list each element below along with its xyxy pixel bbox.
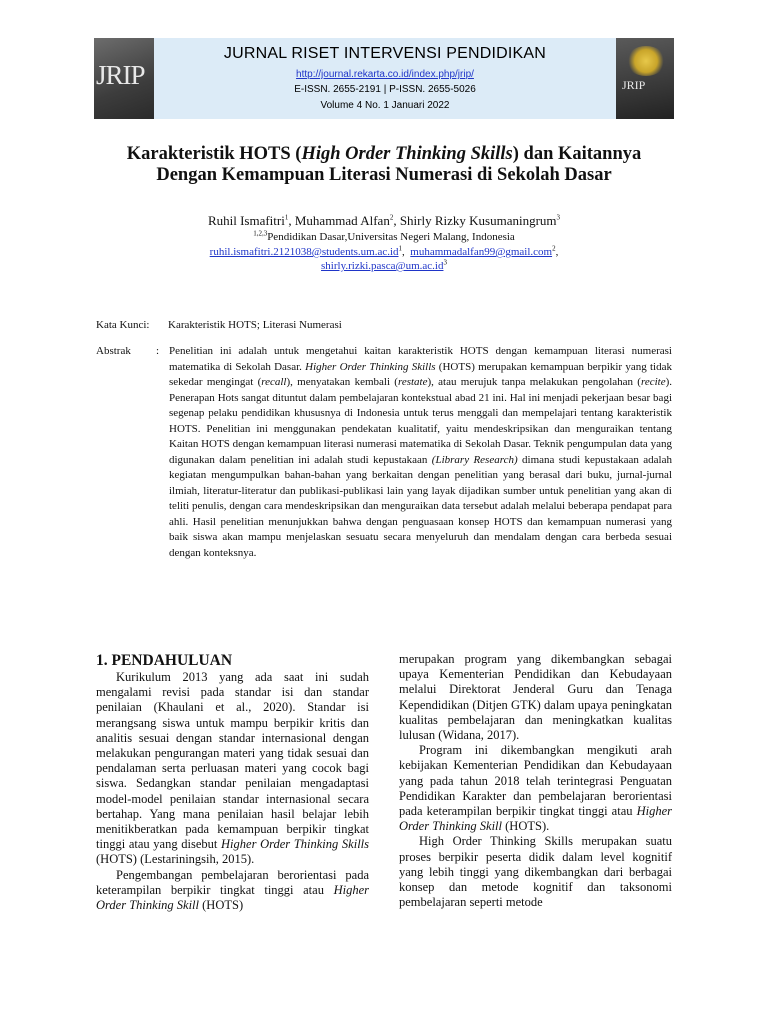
abstract-part-1: Penelitian ini adalah untuk mengetahui kaitan karakteristik HOTS dengan kemampuan literasi numerasi matematika di Sekolah Dasar.: [169, 345, 672, 373]
paragraph-4-b: (HOTS).: [502, 819, 550, 834]
paragraph-4-italic: Higher Order Thinking Skill: [399, 804, 672, 834]
author-1-sup: 1: [284, 213, 289, 222]
affiliation: [60, 231, 708, 243]
paragraph-2-italic: Higher Order Thinking Skill: [96, 882, 369, 913]
journal-url-link[interactable]: http://journal.rekarta.co.id/index.php/jrip/: [296, 69, 474, 80]
paragraph-5: High Order Thinking Skills merupakan suatu proses berpikir peserta didik dalam level kognitif yang lebih tinggi yang dikembangkan dari berbagai konsep dan metode kognitif dan taksonomi pembelajaran seperti metode: [399, 834, 672, 910]
author-2: , Muhammad Alfan: [288, 213, 390, 228]
paragraph-2-b: (HOTS): [199, 898, 244, 913]
author-3: , Shirly Rizky Kusumaningrum: [393, 213, 557, 228]
journal-logo-right: [616, 38, 674, 119]
paragraph-1-b: (HOTS) (Lestariningsih, 2015).: [96, 852, 255, 867]
journal-logo-left: [94, 38, 154, 119]
email-sep-1: ,: [402, 246, 405, 258]
email-1-link[interactable]: ruhil.ismafitri.2121038@students.um.ac.id: [209, 246, 399, 258]
section-heading: 1. PENDAHULUAN: [96, 652, 233, 669]
email-2-link[interactable]: muhammadalfan99@gmail.com: [410, 246, 553, 258]
emblem-icon: [626, 46, 666, 76]
abstract-italic-1: Higher Order Thinking Skills: [305, 360, 436, 373]
logo-left-text: JRIP: [96, 60, 145, 90]
title-part-a: Karakteristik HOTS (: [126, 144, 302, 164]
abstract-colon: :: [156, 345, 160, 357]
keywords-label: Kata Kunci:: [96, 319, 150, 331]
email-sep-2: ,: [555, 246, 559, 258]
paragraph-1-a: Kurikulum 2013 yang ada saat ini sudah mengalami revisi pada standar isi dan standar penilaian (Khaulani et al., 2020). Standar isi merangsang siswa untuk mampu berpikir kritis dan analitis sesuai dengan standar internasional dengan melakukan pengurangan materi yang tidak sesuai dan pendalaman serta perluasan materi yang cocok bagi siswa. Sedangkan standar penilaian mengadaptasi model-model penilaian standar internasional secara bertahap. Yang mana penilaian hasil belajar lebih menitikberatkan pada kemampuan berpikir tingkat tinggi atau yang disebut: [96, 670, 369, 852]
abstract-part-4: ), atau merujuk tanpa melakukan pengolahan (: [427, 376, 641, 388]
email-3-sup: 3: [443, 258, 447, 267]
journal-title: JURNAL RISET INTERVENSI PENDIDIKAN: [223, 45, 547, 62]
abstract-italic-4: recite: [640, 376, 666, 388]
abstract-part-2: (HOTS) merupakan kemampuan berpikir yang tidak sekedar mengingat (: [169, 360, 673, 388]
paragraph-4-a: Program ini dikembangkan mengikuti arah kebijakan Kementerian Pendidikan dan Kebudayaan yang pada tahun 2018 telah terintegrasi Penguatan Pendidikan Karakter dan pembelajaran berorientasi pada keterampilan berpikir tingkat tinggi atau: [399, 743, 672, 819]
keywords-text: Karakteristik HOTS; Literasi Numerasi: [168, 319, 342, 331]
author-emails: [60, 245, 708, 273]
paragraph-2: [96, 868, 369, 914]
paragraph-1-italic: Higher Order Thinking Skills: [221, 837, 370, 852]
email-3-link[interactable]: shirly.rizki.pasca@um.ac.id: [321, 260, 444, 272]
abstract-italic-3: restate: [397, 376, 428, 388]
journal-issn: E-ISSN. 2655-2191 | P-ISSN. 2655-5026: [294, 84, 476, 95]
body-column-right: [399, 652, 672, 910]
email-2-sup: 2: [552, 244, 556, 253]
journal-volume: Volume 4 No. 1 Januari 2022: [320, 100, 450, 111]
affiliation-sup: 1,2,3: [253, 229, 268, 238]
author-3-sup: 3: [556, 213, 561, 222]
abstract-italic-5: (Library Research): [431, 453, 518, 466]
email-1-sup: 1: [398, 244, 403, 253]
paragraph-3: merupakan program yang dikembangkan sebagai upaya Kementerian Pendidikan dan Kebudayaan melalui Direktorat Jenderal Guru dan Tenaga Kependidikan (Ditjen GTK) dalam upaya peningkatan kualitas pembelajaran dan meningkatkan kualitas lulusan (Widana, 2017).: [399, 652, 672, 743]
abstract-part-6: dimana studi kepustakaan adalah kegiatan mengumpulkan bahan-bahan yang berkaitan dengan penelitian yang berasal dari buku, jurnal-jurnal ilmiah, literatur-literatur dan publikasi-publikasi lain yang layak dijadikan sumber untuk penelitian yang akan di teliti penulis, dengan cara mendeskripsikan dan menguraikan data tersebut adalah melalui beberapa pendapat para ahli. Hasil penelitian menunjukkan bahwa dengan penguasaan konsep HOTS dan kemampuan numerasi yang baik siswa akan mampu menjelaskan sesuatu secara menyeluruh dan mendalam dengan cara berbeda sesuai dengan konteksnya.: [169, 453, 672, 559]
title-part-b: ) dan Kaitannya: [512, 144, 642, 164]
abstract-italic-2: recall: [261, 376, 287, 388]
paragraph-4: [399, 743, 672, 834]
paragraph-2-a: Pengembangan pembelajaran berorientasi pada keterampilan berpikir tingkat tinggi atau: [96, 867, 369, 897]
body-column-left: [96, 652, 369, 913]
title-part-italic: High Order Thinking Skills: [301, 144, 513, 164]
abstract-label: Abstrak: [96, 345, 131, 357]
abstract-text: [169, 344, 672, 561]
affiliation-text: Pendidikan Dasar,Universitas Negeri Malang, Indonesia: [267, 231, 515, 243]
title-line-2: Dengan Kemampuan Literasi Numerasi di Sekolah Dasar: [156, 165, 612, 185]
abstract-part-5: ). Penerapan Hots sangat dituntut dalam pembelajaran kontekstual abad 21 ini. Hal ini menjadi pekerjaan besar bagi segenap pelaku pendidikan khususnya di Indonesia untuk terus menggali dan mempelajari tentang karakteristik HOTS. Penelitian ini menggunakan pendekatan kualitatif, yaitu mendeskripsikan dan menguraikan tentang Kaitan HOTS dengan kemampuan literasi numerasi matematika di Sekolah Dasar. Teknik pengumpulan data yang digunakan dalam penelitian ini adalah studi kepustakaan: [169, 376, 673, 466]
author-list: [60, 213, 708, 229]
article-title: [60, 144, 708, 186]
paragraph-1: [96, 670, 369, 868]
author-1: Ruhil Ismafitri: [207, 213, 285, 228]
logo-right-text: JRIP: [622, 78, 646, 92]
author-2-sup: 2: [389, 213, 394, 222]
abstract-part-3: ), menyatakan kembali (: [286, 376, 398, 388]
